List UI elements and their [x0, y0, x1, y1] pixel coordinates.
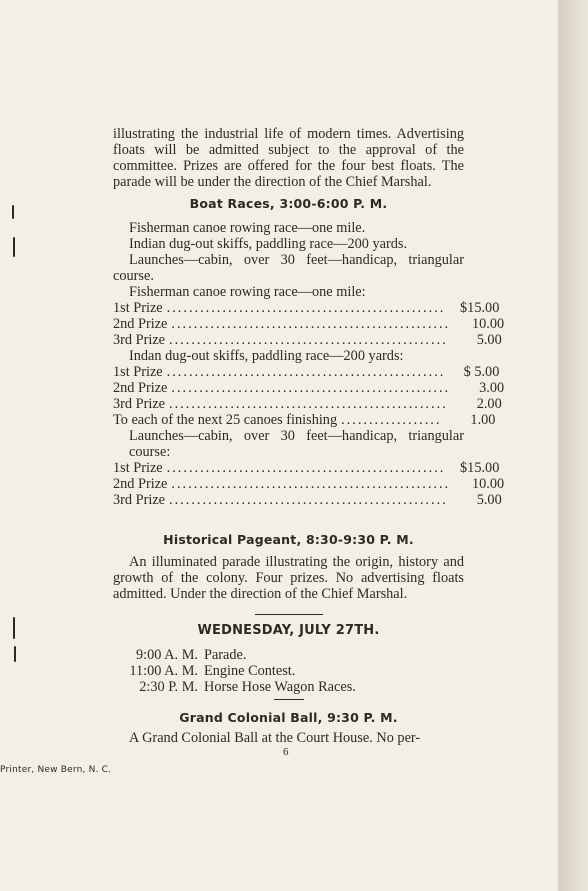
prize-row: To each of the next 25 canoes finishing .................. 1.00	[113, 412, 496, 428]
pageant-heading: Historical Pageant, 8:30-9:30 P. M.	[163, 532, 414, 547]
prize-row: 2nd Prize .................................................. 10.00	[113, 476, 505, 492]
schedule-row: 2:30 P. M. Horse Hose Wagon Races.	[139, 679, 356, 695]
margin-mark	[14, 646, 16, 662]
pageant-paragraph: An illuminated parade illustrating the origin, history and growth of the colony. Four prizes. No advertising floats admitted. Under the direction of the Chief Marshal.	[113, 554, 464, 602]
event-line: Launches—cabin, over 30 feet—handicap, triangular course.	[113, 252, 464, 284]
schedule-row: 11:00 A. M. Engine Contest.	[129, 663, 296, 679]
printer-imprint: Printer, New Bern, N. C.	[0, 765, 112, 775]
schedule-row: 9:00 A. M. Parade.	[136, 647, 247, 663]
intro-paragraph: illustrating the industrial life of modern times. Advertising floats will be admitted subject to the approval of the committee. Prizes are offered for the four best floats. The parade will be under the direction of the Chief Marshal.	[113, 126, 464, 190]
margin-mark	[13, 617, 15, 639]
ball-paragraph: A Grand Colonial Ball at the Court House. No per-	[129, 730, 421, 746]
page-content	[113, 126, 505, 746]
prize-row: 1st Prize .................................................. $15.00	[113, 460, 500, 476]
section-divider	[274, 699, 304, 700]
page-edge	[560, 0, 588, 891]
event-line: Indian dug-out skiffs, paddling race—200 yards.	[129, 236, 408, 252]
prize-row: 2nd Prize .................................................. 10.00	[113, 316, 505, 332]
prize-row: 1st Prize .................................................. $15.00	[113, 300, 500, 316]
prize-row: 3rd Prize .................................................. 5.00	[113, 332, 502, 348]
ball-heading: Grand Colonial Ball, 9:30 P. M.	[179, 710, 398, 725]
event-line: Fisherman canoe rowing race—one mile.	[129, 220, 366, 236]
section-title: Fisherman canoe rowing race—one mile:	[129, 284, 366, 300]
page-number: 6	[283, 746, 289, 758]
margin-mark	[12, 205, 14, 219]
margin-mark	[13, 237, 15, 257]
boat-races-heading: Boat Races, 3:00-6:00 P. M.	[189, 196, 388, 211]
prize-row: 1st Prize .................................................. $ 5.00	[113, 364, 500, 380]
section-title: Launches—cabin, over 30 feet—handicap, triangular course:	[129, 428, 464, 460]
prize-row: 3rd Prize .................................................. 5.00	[113, 492, 502, 508]
prize-row: 2nd Prize .................................................. 3.00	[113, 380, 505, 396]
section-title: Indan dug-out skiffs, paddling race—200 yards:	[129, 348, 404, 364]
wednesday-heading: WEDNESDAY, JULY 27TH.	[197, 623, 380, 638]
section-divider	[255, 614, 323, 615]
prize-row: 3rd Prize .................................................. 2.00	[113, 396, 502, 412]
